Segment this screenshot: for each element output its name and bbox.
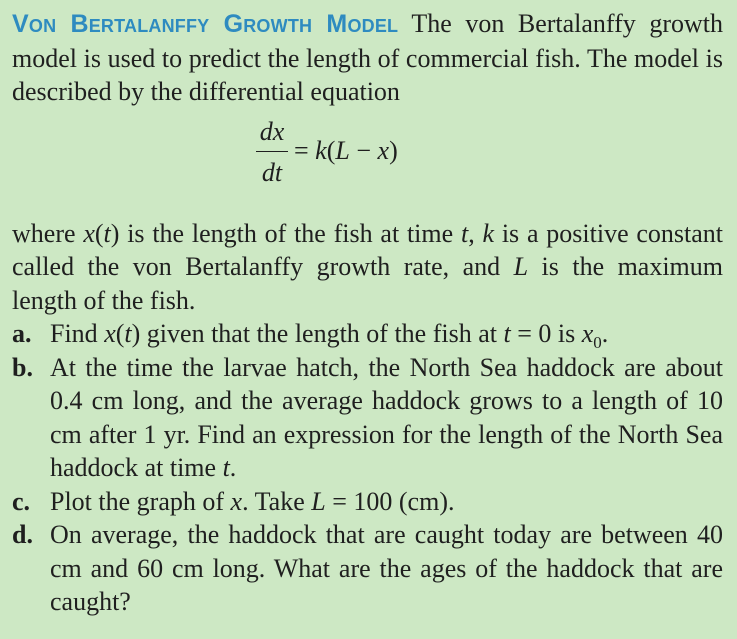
- fraction-bar: [256, 151, 288, 153]
- text-run: ) is the length of the fish at time: [110, 218, 461, 248]
- fraction-numerator: dx: [259, 116, 285, 146]
- var-t: t: [460, 218, 469, 248]
- derivative-fraction: [256, 117, 288, 189]
- part-d: [12, 518, 723, 619]
- section-heading: Von Bertalanffy Growth Model: [12, 10, 399, 38]
- intro-paragraph: [12, 7, 723, 109]
- var-k: k: [482, 218, 495, 248]
- var-t: t: [503, 319, 511, 348]
- text-run: ,: [468, 218, 483, 248]
- part-b-label: b.: [12, 352, 33, 382]
- text-run: At the time the larvae hatch, the North Sea haddock are about 0.4 cm long, and the average haddock grows to a length of 10 cm after 1 yr. Find an expression for the length of the North Sea haddock at time: [50, 352, 723, 482]
- part-c-label: c.: [12, 486, 31, 516]
- open-paren: (: [326, 135, 336, 165]
- differential-equation: [12, 117, 723, 217]
- var-x: x: [377, 135, 390, 165]
- text-run: where: [12, 218, 84, 248]
- var-L: L: [513, 252, 529, 281]
- text-run: On average, the haddock that are caught today are between 40 cm and 60 cm long. What are the ages of the haddock that are caught?: [50, 520, 723, 616]
- text-run: Plot the graph of: [50, 486, 231, 516]
- text-run: = 100 (cm).: [325, 486, 455, 516]
- text-run: is the maximum length of the fish.: [12, 252, 724, 315]
- part-a-label: a.: [12, 319, 32, 348]
- fraction-denominator: dt: [261, 158, 283, 188]
- var-L: L: [311, 486, 326, 516]
- subscript-zero: 0: [593, 333, 602, 353]
- text-run: (: [94, 218, 104, 248]
- var-t: t: [222, 453, 230, 482]
- var-x0: x: [581, 319, 594, 348]
- close-paren: ): [389, 135, 398, 165]
- var-x: x: [104, 319, 116, 348]
- var-k: k: [315, 135, 327, 165]
- text-run: (: [115, 319, 125, 348]
- text-run: is a positive constant called the von Bertalanffy growth rate, and: [12, 218, 724, 281]
- text-run: .: [601, 319, 609, 348]
- var-t: t: [103, 218, 111, 248]
- var-L: L: [335, 135, 350, 165]
- part-a: [12, 317, 723, 351]
- equals-sign: =: [294, 135, 309, 165]
- definition-paragraph: [12, 217, 723, 318]
- part-c: [12, 485, 723, 519]
- var-x: x: [83, 218, 95, 248]
- text-run: Find: [50, 319, 105, 348]
- minus-sign: −: [349, 135, 378, 165]
- var-x: x: [230, 486, 243, 516]
- part-d-label: d.: [12, 520, 33, 549]
- text-run: .: [229, 453, 237, 482]
- intro-text: The von Bertalanffy growth model is used to predict the length of commercial fish. The model is described by the differential equation: [12, 9, 723, 106]
- equation-rhs: [294, 134, 398, 168]
- text-run: ) given that the length of the fish at: [131, 319, 504, 348]
- var-t: t: [124, 319, 132, 348]
- part-b: [12, 351, 723, 485]
- text-run: . Take: [242, 486, 312, 516]
- text-run: = 0 is: [510, 319, 582, 348]
